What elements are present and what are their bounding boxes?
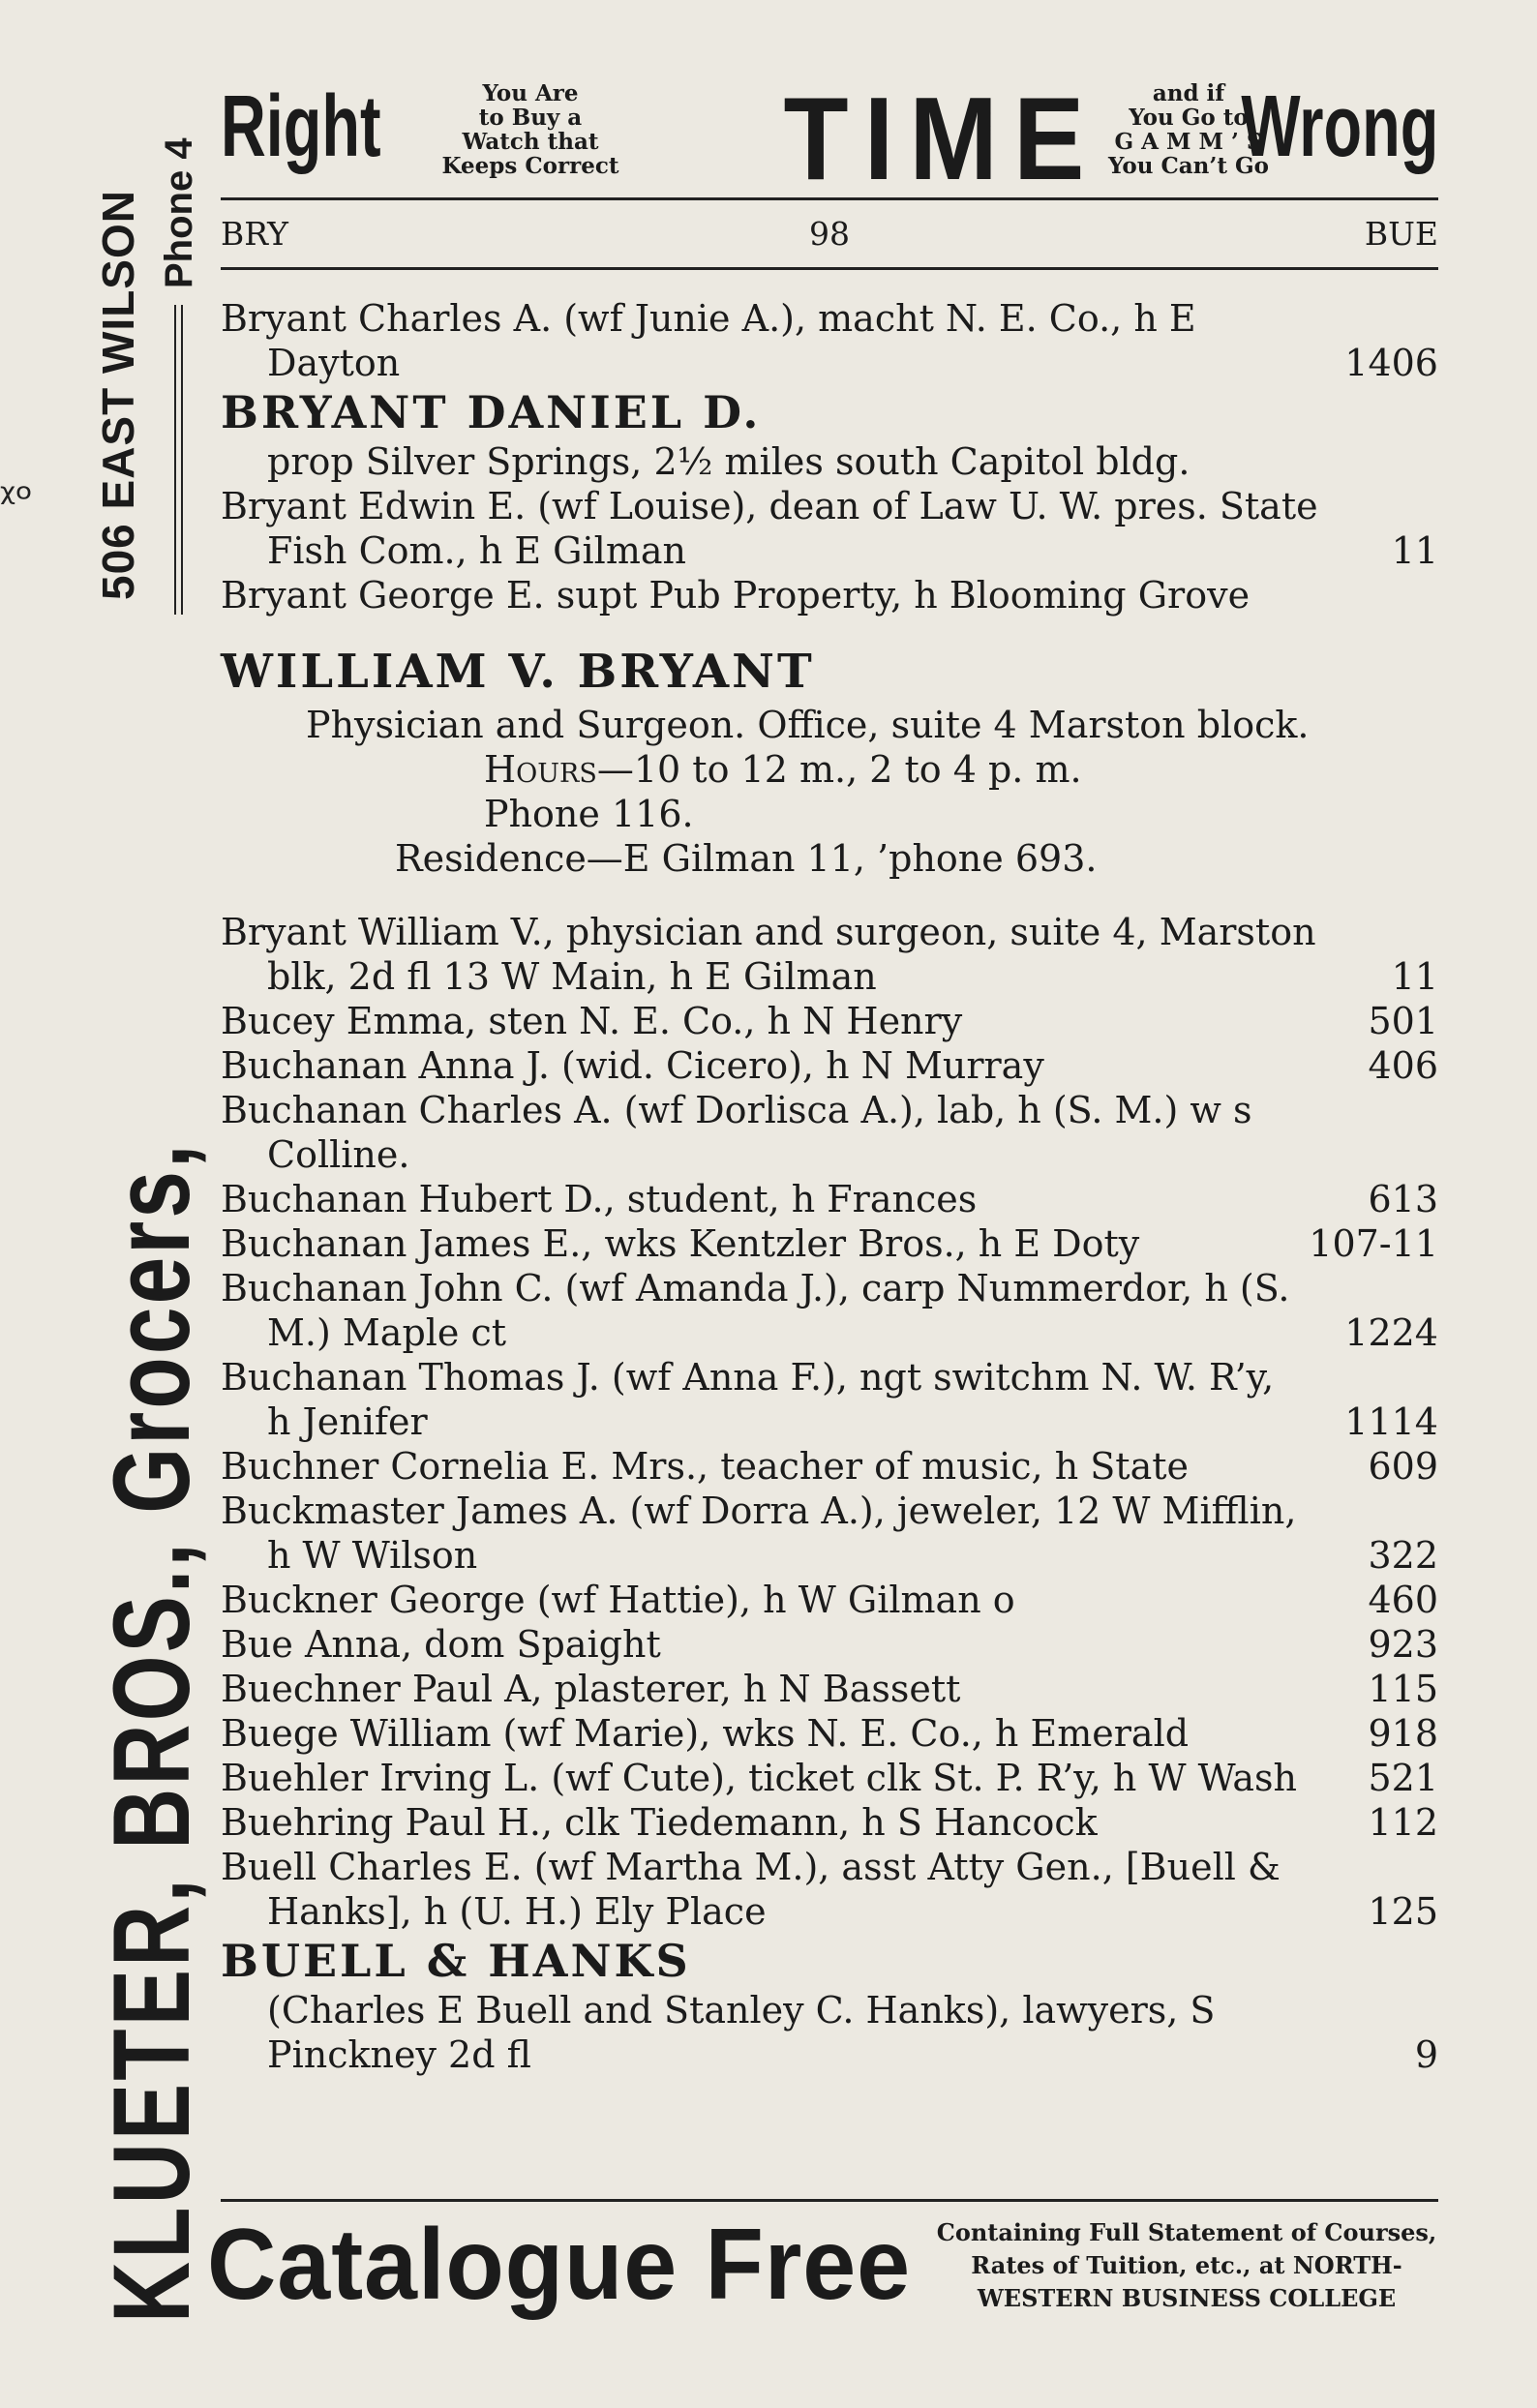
- entry-number: 1406: [1344, 342, 1438, 384]
- bottom-ad-headline: Catalogue Free: [207, 2209, 912, 2321]
- entry-text: Bryant Charles A. (wf Junie A.), macht N. E. Co., h E: [221, 297, 1196, 340]
- entry-number: 11: [1391, 529, 1438, 572]
- side-ad-main-text: KLUETER, BROS., Grocers,: [91, 1141, 212, 2323]
- directory-entry: [221, 573, 1438, 617]
- directory-entry: [221, 1756, 1438, 1800]
- entry-text: Bryant Edwin E. (wf Louise), dean of Law U. W. pres. State: [221, 485, 1318, 527]
- side-ad-address: 506 EAST WILSON: [93, 190, 143, 600]
- card-line-hours: [221, 747, 1438, 792]
- entry-text: Buchanan James E., wks Kentzler Bros., h E Doty: [221, 1222, 1140, 1265]
- entry-text: h Jenifer: [267, 1400, 428, 1443]
- top-ad-left-line: You Are: [482, 80, 579, 106]
- entry-line: [221, 1711, 1438, 1756]
- entry-number: 613: [1368, 1178, 1438, 1220]
- entry-text: Buchanan Anna J. (wid. Cicero), h N Murray: [221, 1044, 1044, 1087]
- directory-entry: [221, 484, 1438, 573]
- page-number: 98: [809, 215, 850, 253]
- entries-group-b: [221, 910, 1438, 2077]
- top-ad-left-text: [390, 81, 671, 178]
- entry-text: Buchanan Charles A. (wf Dorlisca A.), lab, h (S. M.) w s: [221, 1089, 1252, 1131]
- directory-entry: [221, 1711, 1438, 1756]
- entry-number: 918: [1368, 1712, 1438, 1755]
- entry-number: 9: [1414, 2033, 1438, 2076]
- entry-line: [221, 1444, 1438, 1489]
- top-advertisement: [221, 73, 1438, 204]
- entry-text: M.) Maple ct: [267, 1311, 507, 1354]
- entry-line: [221, 1355, 1438, 1400]
- directory-entry: [221, 1622, 1438, 1667]
- card-hours-label: Hours: [484, 748, 597, 791]
- entry-line: [221, 1845, 1438, 1889]
- directory-entry: [221, 1177, 1438, 1221]
- entry-line: [221, 528, 1438, 573]
- directory-entry: [221, 1355, 1438, 1444]
- entry-text: Bryant George E. supt Pub Property, h Blooming Grove: [221, 574, 1251, 617]
- entry-number: 521: [1368, 1757, 1438, 1799]
- bottom-advertisement: [207, 2207, 1438, 2333]
- card-line-office: Physician and Surgeon. Office, suite 4 Marston block.: [306, 704, 1310, 746]
- entry-text: Fish Com., h E Gilman: [267, 529, 686, 572]
- directory-entry: [221, 1578, 1438, 1622]
- entry-text: Buchner Cornelia E. Mrs., teacher of music, h State: [221, 1445, 1189, 1488]
- header-divider: [221, 267, 1438, 270]
- entry-line: [221, 1132, 1438, 1177]
- entry-text: Bue Anna, dom Spaight: [221, 1623, 661, 1666]
- entry-line: [221, 1400, 1438, 1444]
- entry-line: [221, 341, 1438, 385]
- entry-text: Buchanan Hubert D., student, h Frances: [221, 1178, 978, 1220]
- card-line-phone: Phone 116.: [484, 793, 694, 835]
- entry-text: Dayton: [267, 342, 401, 384]
- entry-line: [221, 1578, 1438, 1622]
- entry-number: 112: [1368, 1801, 1438, 1844]
- entry-line: [221, 999, 1438, 1043]
- top-ad-left-line: to Buy a: [478, 105, 583, 131]
- directory-entry: [221, 1043, 1438, 1088]
- entry-number: 609: [1368, 1445, 1438, 1488]
- directory-entry: [221, 1800, 1438, 1845]
- entry-line: [221, 910, 1438, 954]
- entry-line: [221, 1221, 1438, 1266]
- top-ad-left-line: Keeps Correct: [441, 153, 619, 179]
- bottom-divider: [221, 2199, 1438, 2202]
- directory-entry: [221, 1266, 1438, 1355]
- top-ad-center-word: TIME: [783, 73, 1100, 204]
- entry-text: h W Wilson: [267, 1534, 478, 1577]
- card-line-residence: Residence—E Gilman 11, ’phone 693.: [395, 837, 1098, 880]
- directory-entry: [221, 1489, 1438, 1578]
- entry-text: Buehler Irving L. (wf Cute), ticket clk St. P. R’y, h W Wash: [221, 1757, 1297, 1799]
- top-ad-left-line: Watch that: [462, 129, 599, 155]
- entry-number: 406: [1368, 1044, 1438, 1087]
- entry-number: 460: [1368, 1579, 1438, 1621]
- entry-number: 11: [1391, 955, 1438, 998]
- directory-entry: [221, 1444, 1438, 1489]
- directory-entry: [221, 999, 1438, 1043]
- directory-entry: [221, 1934, 1438, 2077]
- entry-text: Colline.: [267, 1133, 410, 1176]
- card-name: WILLIAM V. BRYANT: [221, 645, 815, 699]
- card-hours-value: —10 to 12 m., 2 to 4 p. m.: [596, 748, 1082, 791]
- bottom-ad-line: Rates of Tuition, etc., at NORTH-: [971, 2251, 1402, 2279]
- side-ad-grocers: [89, 600, 214, 2323]
- entry-number: 1224: [1344, 1311, 1438, 1354]
- entry-text: Buckner George (wf Hattie), h W Gilman o: [221, 1579, 1015, 1621]
- directory-entry: [221, 1088, 1438, 1177]
- entry-line: [221, 1622, 1438, 1667]
- directory-entry: [221, 1667, 1438, 1711]
- entry-line: [221, 1310, 1438, 1355]
- entries-group-a: [221, 296, 1438, 617]
- directory-entry: [221, 385, 1438, 484]
- entry-line: [221, 1266, 1438, 1310]
- entry-line: [221, 1889, 1438, 1934]
- entry-line: [221, 1988, 1438, 2032]
- bottom-ad-text: [935, 2216, 1438, 2315]
- top-ad-left-word: Right: [221, 78, 381, 175]
- entry-number: 923: [1368, 1623, 1438, 1666]
- top-ad-right-line: and if: [1152, 80, 1225, 106]
- side-ad-phone: Phone 4: [158, 137, 200, 288]
- top-divider: [221, 197, 1438, 200]
- entry-number: 1114: [1344, 1400, 1438, 1443]
- entry-text: Buckmaster James A. (wf Dorra A.), jeweler, 12 W Mifflin,: [221, 1490, 1297, 1532]
- entry-number: 107-11: [1309, 1222, 1438, 1265]
- entry-line: [221, 1800, 1438, 1845]
- entry-text: Buchanan John C. (wf Amanda J.), carp Nummerdor, h (S.: [221, 1267, 1290, 1309]
- entry-line: [221, 1533, 1438, 1578]
- entry-text: Buehring Paul H., clk Tiedemann, h S Hancock: [221, 1801, 1098, 1844]
- entry-text: Pinckney 2d fl: [267, 2033, 531, 2076]
- top-ad-right-line: You Go to: [1129, 105, 1249, 131]
- entry-number: 115: [1368, 1668, 1438, 1710]
- top-ad-right-word: Wrong: [1241, 78, 1438, 175]
- entry-text: Buechner Paul A, plasterer, h N Bassett: [221, 1668, 961, 1710]
- business-card-william-bryant: [221, 641, 1438, 881]
- entry-text: blk, 2d fl 13 W Main, h E Gilman: [267, 955, 877, 998]
- entry-line: [221, 484, 1438, 528]
- running-header: [221, 215, 1438, 254]
- directory-entry: [221, 910, 1438, 999]
- entry-line: [221, 954, 1438, 999]
- entry-line: [221, 1489, 1438, 1533]
- entry-line: [221, 1756, 1438, 1800]
- entry-line: [221, 1177, 1438, 1221]
- directory-entry: [221, 1845, 1438, 1934]
- entry-line: [221, 1088, 1438, 1132]
- top-ad-right-line: You Can’t Go: [1107, 153, 1270, 179]
- directory-entry: [221, 1221, 1438, 1266]
- entry-bold-heading: BUELL & HANKS: [221, 1935, 691, 1987]
- bottom-ad-line: WESTERN BUSINESS COLLEGE: [977, 2284, 1397, 2312]
- entry-number: 322: [1368, 1534, 1438, 1577]
- entry-line: [221, 1667, 1438, 1711]
- entry-text: prop Silver Springs, 2½ miles south Capitol bldg.: [267, 440, 1190, 483]
- header-left-guide: BRY: [221, 215, 288, 253]
- bottom-ad-line: Containing Full Statement of Courses,: [936, 2218, 1437, 2246]
- entry-text: Buege William (wf Marie), wks N. E. Co., h Emerald: [221, 1712, 1190, 1755]
- directory-listings: [221, 296, 1438, 2077]
- entry-text: Buchanan Thomas J. (wf Anna F.), ngt switchm N. W. R’y,: [221, 1356, 1275, 1399]
- entry-line: [221, 2032, 1438, 2077]
- entry-line: [221, 439, 1438, 484]
- entry-line: [221, 1043, 1438, 1088]
- entry-number: 125: [1368, 1890, 1438, 1933]
- entry-line: [221, 573, 1438, 617]
- entry-text: Hanks], h (U. H.) Ely Place: [267, 1890, 767, 1933]
- entry-number: 501: [1368, 1000, 1438, 1042]
- entry-bold-heading: BRYANT DANIEL D.: [221, 386, 762, 438]
- entry-text: (Charles E Buell and Stanley C. Hanks), lawyers, S: [267, 1989, 1216, 2032]
- entry-text: Buell Charles E. (wf Martha M.), asst Atty Gen., [Buell &: [221, 1846, 1281, 1888]
- top-ad-right-line: G A M M ’ S: [1114, 129, 1263, 155]
- margin-annotation: ᵡᵒ: [0, 474, 34, 524]
- side-ad-divider: [174, 305, 183, 615]
- entry-line: [221, 296, 1438, 341]
- entry-text: Bucey Emma, sten N. E. Co., h N Henry: [221, 1000, 963, 1042]
- header-right-guide: BUE: [1364, 215, 1438, 253]
- entry-text: Bryant William V., physician and surgeon, suite 4, Marston: [221, 911, 1316, 953]
- directory-entry: [221, 296, 1438, 385]
